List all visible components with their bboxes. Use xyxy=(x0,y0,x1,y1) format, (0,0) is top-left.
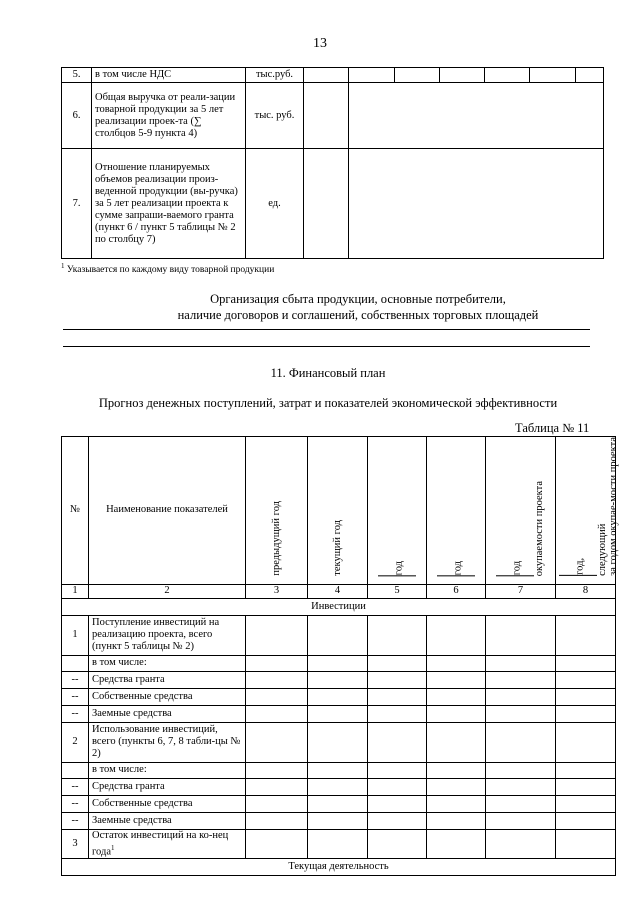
row-number xyxy=(62,655,89,671)
row-number: -- xyxy=(62,688,89,705)
row-label xyxy=(89,829,246,859)
row-number xyxy=(62,762,89,778)
table-row xyxy=(62,829,616,859)
header-cur-year xyxy=(308,437,368,585)
table-row xyxy=(62,68,604,83)
col-number: 2 xyxy=(89,584,246,598)
table-row xyxy=(62,149,604,259)
row-label: Средства гранта xyxy=(89,778,246,795)
row-number: 5. xyxy=(62,68,92,83)
row-label: Заемные средства xyxy=(89,812,246,829)
table-row xyxy=(62,705,616,722)
value-cell xyxy=(485,68,530,83)
col-number: 6 xyxy=(427,584,486,598)
table-row xyxy=(62,722,616,762)
table-row xyxy=(62,778,616,795)
header-prev-year xyxy=(246,437,308,585)
sales-section-title-line1: Организация сбыта продукции, основные потребители, xyxy=(210,292,506,306)
table-label: Таблица № 11 xyxy=(515,421,590,435)
blank-line xyxy=(559,575,597,576)
header-no: № xyxy=(62,437,89,585)
column-number-row xyxy=(62,584,616,598)
footnote-mark: 1 xyxy=(61,262,65,270)
col-number: 5 xyxy=(368,584,427,598)
row-number: -- xyxy=(62,705,89,722)
row-label: Средства гранта xyxy=(89,671,246,688)
sales-volume-table xyxy=(61,67,604,259)
value-cell xyxy=(349,68,395,83)
header-year-2 xyxy=(427,437,486,585)
row-label: Собственные средства xyxy=(89,688,246,705)
fill-line xyxy=(63,346,590,347)
header-payback-bottom: окупаемости проекта xyxy=(534,480,545,576)
header-cur-year-label: текущий год xyxy=(332,520,343,576)
row-number: -- xyxy=(62,812,89,829)
value-cell-merged xyxy=(349,149,604,259)
value-cell xyxy=(304,68,349,83)
row-unit: ед. xyxy=(246,149,304,259)
financial-plan-subtitle: Прогноз денежных поступлений, затрат и показателей экономической эффективности xyxy=(98,396,558,410)
footnote xyxy=(61,262,274,275)
row-number: 7. xyxy=(62,149,92,259)
header-next-top: год, xyxy=(574,557,586,575)
financial-plan-title: 11. Финансовый план xyxy=(270,366,386,380)
col-number: 3 xyxy=(246,584,308,598)
current-activity-section-title: Текущая деятельность xyxy=(62,859,616,876)
row-number: 6. xyxy=(62,83,92,149)
header-payback-top: год xyxy=(511,560,523,575)
col-number: 4 xyxy=(308,584,368,598)
header-next-year xyxy=(556,437,619,585)
table-row xyxy=(62,615,616,655)
col-number: 7 xyxy=(486,584,556,598)
table-row xyxy=(62,83,604,149)
table-row xyxy=(62,762,616,778)
value-cell xyxy=(395,68,440,83)
fill-line xyxy=(63,329,590,330)
header-row xyxy=(62,437,616,585)
row-label: Отношение планируемых объемов реализации произ-веденной продукции (вы-ручка) за 5 лет реализации проекта к сумме запраши-ваемого гранта (пункт 6 / пункт 5 таблицы № 2 по столбцу 7) xyxy=(92,149,246,259)
header-year-1 xyxy=(368,437,427,585)
row-label: Общая выручка от реали-зации товарной продукции за 5 лет реализации проек-та (∑ столбцов 5-9 пункта 4) xyxy=(92,83,246,149)
table-row xyxy=(62,812,616,829)
table-row xyxy=(62,655,616,671)
row-label: в том числе: xyxy=(89,762,246,778)
table-row xyxy=(62,795,616,812)
row-unit: тыс. руб. xyxy=(246,83,304,149)
value-cell xyxy=(440,68,485,83)
section-row xyxy=(62,859,616,876)
investments-section-title: Инвестиции xyxy=(62,598,616,615)
row-unit: тыс.руб. xyxy=(246,68,304,83)
row-number: 2 xyxy=(62,722,89,762)
row-label: Собственные средства xyxy=(89,795,246,812)
row-label-footnote-mark: 1 xyxy=(111,843,115,852)
row-label: в том числе НДС xyxy=(92,68,246,83)
row-number: -- xyxy=(62,671,89,688)
header-prev-year-label: предыдущий год xyxy=(271,501,282,576)
table-row xyxy=(62,688,616,705)
row-number: 1 xyxy=(62,615,89,655)
row-number: -- xyxy=(62,795,89,812)
page-number: 13 xyxy=(313,36,327,51)
table-row xyxy=(62,671,616,688)
financial-plan-table xyxy=(61,436,619,876)
footnote-text: Указывается по каждому виду товарной продукции xyxy=(66,265,275,276)
row-label: Заемные средства xyxy=(89,705,246,722)
header-name: Наименование показателей xyxy=(89,437,246,585)
row-number: 3 xyxy=(62,829,89,859)
section-row xyxy=(62,598,616,615)
value-cell xyxy=(530,68,576,83)
value-cell xyxy=(304,149,349,259)
sales-section-title-line2: наличие договоров и соглашений, собственных торговых площадей xyxy=(177,308,539,322)
row-number: -- xyxy=(62,778,89,795)
value-cell xyxy=(576,68,604,83)
row-label: Поступление инвестиций на реализацию проекта, всего (пункт 5 таблицы № 2) xyxy=(89,615,246,655)
row-label-text: Остаток инвестиций на ко-нец года xyxy=(92,829,229,858)
header-year-1-label: год xyxy=(393,560,405,575)
header-payback-year xyxy=(486,437,556,585)
header-year-2-label: год xyxy=(452,560,464,575)
value-cell-merged xyxy=(349,83,604,149)
header-next-bottom: за годом окупае-мости проекта xyxy=(608,437,619,576)
row-label: в том числе: xyxy=(89,655,246,671)
value-cell xyxy=(304,83,349,149)
col-number: 8 xyxy=(556,584,616,598)
col-number: 1 xyxy=(62,584,89,598)
header-next-mid: следующий xyxy=(597,523,608,576)
row-label: Использование инвестиций, всего (пункты 6, 7, 8 табли-цы № 2) xyxy=(89,722,246,762)
